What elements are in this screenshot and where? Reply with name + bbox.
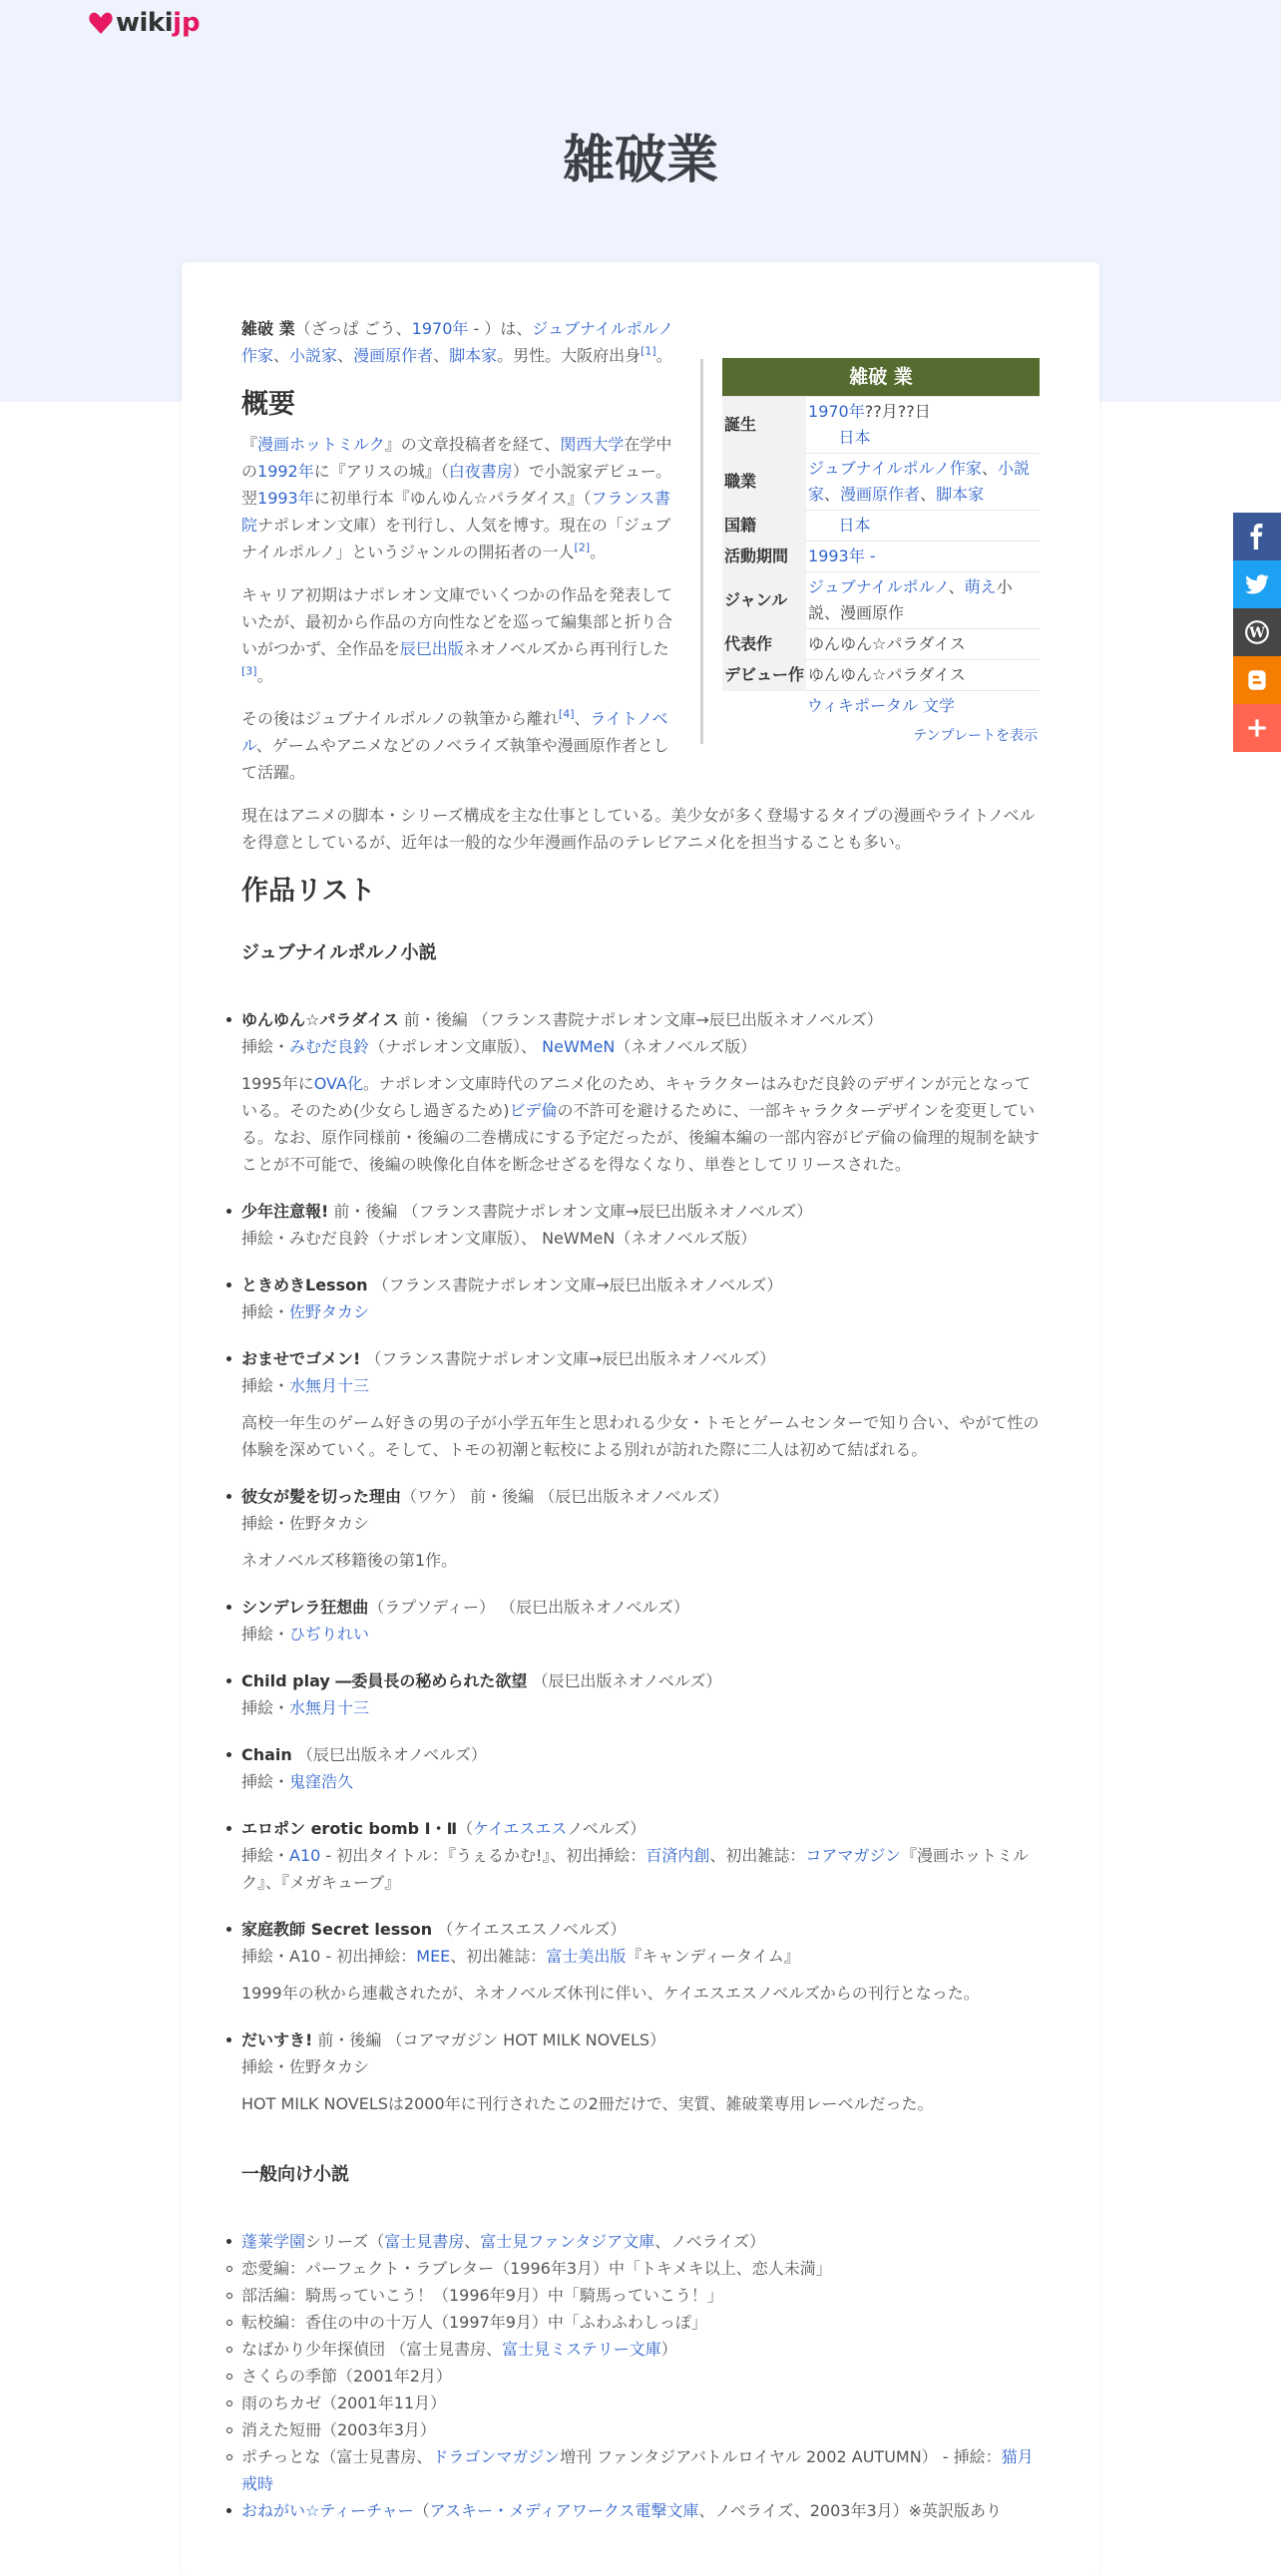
list-item	[241, 1741, 1040, 1795]
text: その後はジュブナイルポルノの執筆から離れ	[241, 709, 559, 728]
infobox-genre-rest: 小説、漫画原作	[808, 577, 1013, 622]
work-description	[241, 1070, 1040, 1178]
infobox-label-active: 活動期間	[722, 542, 806, 572]
work-title: ゆんゆん☆パラダイス	[241, 1010, 399, 1029]
text: （ネオノベルズ版）	[615, 1037, 757, 1056]
logo-text-wiki: wiki	[116, 8, 174, 38]
wordpress-icon	[1244, 619, 1270, 645]
infobox-born-date: ??月??日	[864, 402, 931, 421]
text: 1995年に	[241, 1074, 314, 1093]
text: ポチっとな（富士見書房、	[241, 2447, 433, 2466]
work-description: 高校一年生のゲーム好きの男の子が小学五年生と思われる少女・トモとゲームセンターで知り合い、やがて性の体験を深めていく。そして、トモの初潮と転校による別れが訪れた際に二人は初めて結ばれる。	[241, 1413, 1040, 1459]
infobox-genre-link-1[interactable]: ジュブナイルポルノ	[808, 577, 949, 596]
general-works-list	[241, 2228, 1040, 2524]
work-info: （フランス書院ナポレオン文庫→辰巳出版ネオノベルズ）	[367, 1276, 783, 1294]
text: 、	[433, 346, 450, 365]
ref-2[interactable]: [2]	[574, 541, 591, 554]
text: 。	[590, 543, 607, 561]
text: キャリア初期はナポレオン文庫でいくつかの作品を発表していたが、最初から作品の方向性などを巡って編集部と折り合いがつかず、全作品を	[241, 585, 673, 658]
infobox-job-link-3[interactable]: 漫画原作者	[840, 485, 921, 504]
sep: 、	[920, 485, 937, 504]
text: 、	[273, 346, 290, 365]
link-illustrator[interactable]: 百済内創	[645, 1846, 710, 1865]
text: ）	[660, 2340, 677, 2359]
link-illustrator[interactable]: 水無月十三	[289, 1376, 370, 1395]
text: 。	[256, 666, 273, 685]
text: 挿絵・	[241, 1846, 290, 1865]
list-item: 消えた短冊（2003年3月）	[241, 2416, 1040, 2443]
share-more-button[interactable]	[1233, 704, 1281, 752]
subsection-heading-juvenile: ジュブナイルポルノ小説	[241, 942, 437, 963]
ref-4[interactable]: [4]	[558, 707, 575, 721]
overview-paragraph-3	[241, 705, 680, 786]
work-title: 家庭教師 Secret lesson	[241, 1920, 433, 1939]
subsection-heading-general: 一般向け小説	[241, 2164, 349, 2185]
share-facebook-button[interactable]	[1233, 513, 1281, 560]
work-info: （辰巳出版ネオノベルズ）	[291, 1745, 487, 1764]
text: 、初出雑誌：	[450, 1947, 547, 1966]
link-ascii[interactable]: アスキー・メディアワークス	[429, 2501, 636, 2520]
overview-paragraph-2	[241, 581, 680, 689]
ref-1[interactable]: [1]	[640, 344, 656, 358]
list-item	[241, 1272, 1040, 1325]
link-fujimi[interactable]: 富士見書房	[384, 2232, 465, 2251]
text: 挿絵・	[241, 1302, 290, 1321]
infobox-rep-value: ゆんゆん☆パラダイス	[806, 629, 1040, 660]
text: に初単行本『ゆんゆん☆パラダイス』（	[313, 489, 592, 508]
work-illustrator: 挿絵・佐野タカシ	[241, 1514, 370, 1533]
infobox-born-year-link[interactable]: 1970年	[808, 402, 865, 421]
work-title: 彼女が髪を切った理由	[241, 1487, 402, 1506]
list-item	[241, 1198, 1040, 1252]
infobox-debut-value: ゆんゆん☆パラダイス	[806, 660, 1040, 691]
list-item: 雨のちカゼ（2001年11月）	[241, 2390, 1040, 2416]
text: 、	[337, 346, 354, 365]
infobox-job-link-1[interactable]: ジュブナイルポルノ作家	[808, 459, 982, 478]
overview-paragraph-4: 現在はアニメの脚本・シリーズ構成を主な仕事としている。美少女が多く登場するタイプの漫画やライトノベルを得意としているが、近年は一般的な少年漫画作品のテレビアニメ化を担当することも多い。	[241, 806, 1036, 852]
text: 『キャンディータイム』	[626, 1947, 800, 1966]
work-illustrator: 挿絵・みむだ良鈴（ナポレオン文庫版）、 NeWMeN（ネオノベルズ版）	[241, 1229, 757, 1248]
text: - 初出タイトル：『うぇるかむ!』、初出挿絵：	[320, 1846, 646, 1865]
link-illustrator[interactable]: 猫月戒時	[241, 2447, 1034, 2493]
link-onegai-teacher[interactable]: おねがい☆ティーチャー	[241, 2501, 414, 2520]
text: 。男性。大阪府出身	[497, 346, 641, 365]
text: なばかり少年探偵団 （富士見書房、	[241, 2340, 503, 2359]
link-illustrator[interactable]: 佐野タカシ	[289, 1302, 370, 1321]
text: 挿絵・	[241, 1772, 290, 1791]
text: 。ナポレオン文庫時代のアニメ化のため、キャラクターはみむだ良鈴のデザインが元となっている。そのため(少女らし過ぎるため)	[241, 1074, 1032, 1120]
text: 、初出雑誌：	[709, 1846, 806, 1865]
text: （	[413, 2501, 430, 2520]
section-heading-works: 作品リスト	[241, 876, 376, 907]
overview-paragraph-1	[241, 431, 680, 565]
work-description: HOT MILK NOVELSは2000年に刊行されたこの2冊だけで、実質、雑破業専用レーベルだった。	[241, 2094, 934, 2113]
work-illustrator: 挿絵・佐野タカシ	[241, 2057, 370, 2076]
work-title: Child play ―委員長の秘められた欲望	[241, 1671, 528, 1690]
share-blogger-button[interactable]	[1233, 656, 1281, 704]
intro-paragraph	[241, 315, 680, 369]
work-description: ネオノベルズ移籍後の第1作。	[241, 1551, 458, 1570]
infobox-label-genre: ジャンル	[722, 572, 806, 629]
infobox-label-job: 職業	[722, 454, 806, 511]
text: 、ノベライズ、2003年3月）※英訳版あり	[698, 2501, 1003, 2520]
text: 挿絵・	[241, 1625, 290, 1644]
work-info: （ラプソディー） （辰巳出版ネオノベルズ）	[368, 1598, 690, 1617]
list-item	[241, 1916, 1040, 2007]
work-title: ときめきLesson	[241, 1276, 368, 1294]
work-info: （ワケ） 前・後編 （辰巳出版ネオノベルズ）	[401, 1487, 729, 1506]
link-manga-writer[interactable]: 漫画原作者	[353, 346, 434, 365]
list-item	[241, 2026, 1040, 2117]
text: 挿絵・	[241, 1698, 290, 1717]
link-illustrator[interactable]: NeWMeN	[542, 1037, 616, 1056]
infobox-job-link-4[interactable]: 脚本家	[936, 485, 985, 504]
link-hotmilk[interactable]: 漫画ホットミルク	[257, 435, 385, 454]
text: に『アリスの城』（	[313, 462, 449, 481]
link-dengeki[interactable]: 電撃文庫	[635, 2501, 699, 2520]
work-info: （辰巳出版ネオノベルズ）	[527, 1671, 722, 1690]
list-item: 恋愛編：パーフェクト・ラブレター（1996年3月）中「トキメキ以上、恋人未満」	[241, 2255, 1040, 2282]
infobox-label-born: 誕生	[722, 397, 806, 454]
work-title: 少年注意報!	[241, 1202, 329, 1221]
list-item	[241, 2443, 1040, 2497]
work-title: おませでゴメン!	[241, 1349, 361, 1368]
text: 、ゲームやアニメなどのノベライズ執筆や漫画原作者として活躍。	[241, 736, 669, 782]
text: シリーズ（	[305, 2232, 385, 2251]
subject-name: 雑破 業	[241, 319, 295, 338]
text: 。	[655, 346, 672, 365]
work-title: だいすき!	[241, 2030, 313, 2049]
list-item	[241, 1006, 1040, 1178]
link-illustrator[interactable]: ひぢりれい	[289, 1625, 370, 1644]
infobox-title: 雑破 業	[722, 358, 1040, 397]
juvenile-works-list	[241, 1006, 1040, 2117]
link-ova[interactable]: OVA化	[313, 1074, 363, 1093]
list-item	[241, 1483, 1040, 1574]
share-wordpress-button[interactable]	[1233, 608, 1281, 656]
twitter-icon	[1244, 571, 1270, 597]
sep: 、	[948, 577, 965, 596]
work-title: シンデレラ狂想曲	[241, 1598, 369, 1617]
text: 『漫画ホットミルク』、『メガキューブ』	[241, 1846, 1030, 1892]
list-item	[241, 1594, 1040, 1648]
sep: 、	[824, 485, 841, 504]
blogger-icon	[1244, 667, 1270, 693]
infobox-label-debut: デビュー作	[722, 660, 806, 691]
text: - ）は、	[468, 319, 533, 338]
text: ナポレオン文庫）を刊行し、人気を博す。現在の「ジュブナイルポルノ」というジャンルの開拓者の一人	[241, 516, 671, 561]
list-item	[241, 2497, 1040, 2524]
list-item	[241, 1815, 1040, 1896]
link-dragon-magazine[interactable]: ドラゴンマガジン	[432, 2447, 560, 2466]
sep: 、	[981, 459, 998, 478]
list-item	[241, 1345, 1040, 1463]
text: 挿絵・A10 - 初出挿絵：	[241, 1947, 417, 1966]
list-item: 転校編：香住の中の十万人（1997年9月）中「ふわふわしっぽ」	[241, 2309, 1040, 2336]
article-content	[241, 315, 1040, 2524]
link-france-shoin[interactable]: フランス書院	[241, 489, 670, 535]
link-illustrator[interactable]: MEE	[416, 1947, 451, 1966]
text: 、	[574, 709, 591, 728]
link-illustrator[interactable]: みむだ良鈴	[289, 1037, 370, 1056]
work-info: （フランス書院ナポレオン文庫→辰巳出版ネオノベルズ）	[360, 1349, 776, 1368]
link-fujimi-pub[interactable]: 富士美出版	[546, 1947, 627, 1966]
work-info: 前・後編 （フランス書院ナポレオン文庫→辰巳出版ネオノベルズ）	[398, 1010, 883, 1029]
work-info: 前・後編 （フランス書院ナポレオン文庫→辰巳出版ネオノベルズ）	[328, 1202, 813, 1221]
svg-text:W: W	[1249, 624, 1265, 641]
link-1992[interactable]: 1992年	[257, 462, 314, 481]
text: ネオノベルズから再刊行した	[463, 639, 669, 658]
link-kansai-univ[interactable]: 関西大学	[560, 435, 625, 454]
link-novelist[interactable]: 小説家	[289, 346, 338, 365]
list-item	[241, 1667, 1040, 1721]
text: 、ノベライズ）	[654, 2232, 766, 2251]
text: ）で小説家デビュー。翌	[241, 462, 672, 508]
text: 『	[241, 435, 258, 454]
page-title: 雑破業	[562, 131, 718, 190]
text: （ナポレオン文庫版）、	[369, 1037, 543, 1056]
site-logo[interactable]	[88, 6, 201, 40]
text: 在学中の	[241, 435, 672, 481]
work-title: エロポン erotic bomb Ⅰ・Ⅱ	[241, 1819, 458, 1838]
text: 、	[464, 2232, 481, 2251]
link-biderin[interactable]: ビデ倫	[509, 1101, 558, 1120]
logo-text-jp: jp	[173, 8, 201, 38]
text: （ざっぱ ごう、	[294, 319, 412, 338]
link-fujimi-mystery[interactable]: 富士見ミステリー文庫	[502, 2340, 661, 2359]
ref-3[interactable]: [3]	[241, 664, 257, 678]
heart-logo-icon	[88, 10, 114, 36]
text: 挿絵・	[241, 1037, 290, 1056]
list-item: さくらの季節（2001年2月）	[241, 2363, 1040, 2390]
link-kss[interactable]: ケイエスエス	[473, 1819, 568, 1838]
infobox-portal-link[interactable]: ウィキポータル 文学	[806, 696, 956, 715]
infobox-nation-link[interactable]: 日本	[838, 516, 871, 535]
link-horai[interactable]: 蓬莱学園	[241, 2232, 306, 2251]
text: 』の文章投稿者を経て、	[384, 435, 561, 454]
list-item	[241, 2336, 1040, 2363]
text: ノベルズ）	[567, 1819, 646, 1838]
link-coremagazine[interactable]: コアマガジン	[805, 1846, 902, 1865]
section-heading-overview: 概要	[241, 389, 295, 420]
show-template-link[interactable]: テンプレートを表示	[913, 728, 1038, 744]
link-1970[interactable]: 1970年	[411, 319, 469, 338]
infobox-active-link[interactable]: 1993年 -	[808, 547, 876, 565]
work-info: 前・後編 （コアマガジン HOT MILK NOVELS）	[312, 2030, 666, 2049]
text: （	[457, 1819, 474, 1838]
link-light-novel[interactable]: ライトノベル	[241, 709, 668, 755]
infobox-label-nation: 国籍	[722, 511, 806, 542]
link-illustrator[interactable]: 鬼窪浩久	[289, 1772, 354, 1791]
text: 増刊 ファンタジアバトルロイヤル 2002 AUTUMN） - 挿絵：	[559, 2447, 1002, 2466]
text: の不許可を避けるために、一部キャラクターデザインを変更している。なお、原作同様前・後編の二巻構成にする予定だったが、後編本編の一部内容がビデ倫の倫理的規制を缺すことが不可能で、後編の映像化自体を断念せざるを得なくなり、単巻としてリリースされた。	[241, 1101, 1041, 1174]
link-byakuya[interactable]: 白夜書房	[448, 462, 513, 481]
link-fantasia[interactable]: 富士見ファンタジア文庫	[480, 2232, 655, 2251]
work-description: 1999年の秋から連載されたが、ネオノベルズ休刊に伴い、ケイエスエスノベルズからの刊行となった。	[241, 1984, 980, 2003]
infobox-born-place-link[interactable]: 日本	[838, 428, 871, 447]
share-twitter-button[interactable]	[1233, 560, 1281, 608]
text: 挿絵・	[241, 1376, 290, 1395]
link-illustrator[interactable]: A10	[289, 1846, 321, 1865]
link-tatsumi[interactable]: 辰巳出版	[399, 639, 464, 658]
infobox-job-link-2[interactable]: 小説家	[808, 459, 1030, 504]
link-screenwriter[interactable]: 脚本家	[449, 346, 498, 365]
list-item	[241, 2228, 1040, 2255]
link-juvenile-writer[interactable]: ジュブナイルポルノ作家	[241, 319, 674, 365]
link-illustrator[interactable]: 水無月十三	[289, 1698, 370, 1717]
work-info: （ケイエスエスノベルズ）	[432, 1920, 627, 1939]
work-title: Chain	[241, 1745, 292, 1764]
infobox-label-rep: 代表作	[722, 629, 806, 660]
link-1993[interactable]: 1993年	[257, 489, 314, 508]
infobox-genre-link-2[interactable]: 萌え	[964, 577, 997, 596]
list-item: 部活編：騎馬っていこう！（1996年9月）中「騎馬っていこう！」	[241, 2282, 1040, 2309]
facebook-icon	[1244, 524, 1270, 550]
plus-icon	[1244, 715, 1270, 741]
